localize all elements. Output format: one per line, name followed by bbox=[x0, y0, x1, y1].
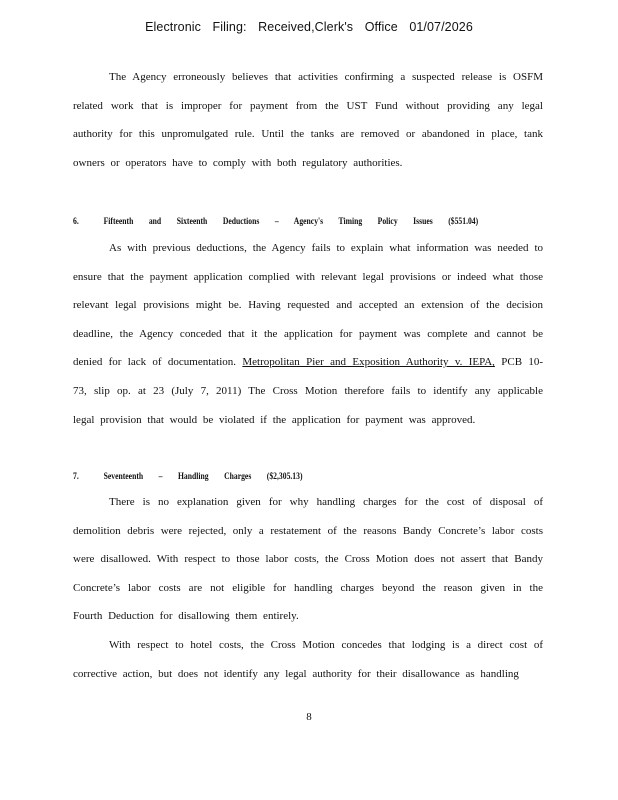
section-number: 6. bbox=[73, 216, 79, 226]
electronic-filing-header: Electronic Filing: Received,Clerk's Office 01/07/2026 bbox=[145, 20, 473, 34]
paragraph-text: With respect to hotel costs, the Cross Motion concedes that lodging is a direct cost of corrective action, but does not identify any legal authority for their disallowance as handling bbox=[73, 638, 543, 680]
page-number: 8 bbox=[306, 711, 312, 723]
paragraph-timing-policy bbox=[73, 234, 543, 434]
case-citation: Metropolitan Pier and Exposition Authority v. IEPA, bbox=[242, 356, 495, 369]
section-heading-6 bbox=[73, 216, 478, 226]
paragraph-text-part: As with previous deductions, the Agency fails to explain what information was needed to ensure that the payment application complied with relevant legal provisions or indeed what those relevant legal provisions might be. Having requested and accepted an extension of the decision deadline, the Agency conceded that it the application for payment was complete and cannot be denied for lack of documentation. bbox=[73, 242, 543, 369]
paragraph-handling-charges bbox=[73, 488, 543, 688]
section-title: Seventeenth – Handling Charges ($2,305.13) bbox=[103, 471, 303, 481]
paragraph-text: There is no explanation given for why handling charges for the cost of disposal of demolition debris were rejected, only a restatement of the reasons Bandy Concrete’s labor costs were disallowed. With respect to those labor costs, the Cross Motion does not assert that Bandy Concrete’s labor costs are not eligible for handling charges beyond the reason given in the Fourth Deduction for disallowing them entirely. bbox=[73, 496, 543, 623]
section-title: Fifteenth and Sixteenth Deductions – Agency's Timing Policy Issues ($551.04) bbox=[103, 216, 479, 226]
section-heading-7 bbox=[73, 471, 303, 481]
section-number: 7. bbox=[73, 471, 79, 481]
paragraph-text bbox=[73, 234, 543, 434]
paragraph-text-part: PCB 10-73, slip op. at 23 (July 7, 2011) The Cross Motion therefore fails to identify any applicable legal provision that would be violated if the application for payment was approved. bbox=[73, 356, 544, 426]
paragraph-text: The Agency erroneously believes that activities confirming a suspected release is OSFM related work that is improper for payment from the UST Fund without providing any legal authority for this unpromulgated rule. Until the tanks are removed or abandoned in place, tank owners or operators have to comply with both regulatory authorities. bbox=[73, 71, 543, 169]
paragraph-osfm-related-work bbox=[73, 63, 543, 177]
